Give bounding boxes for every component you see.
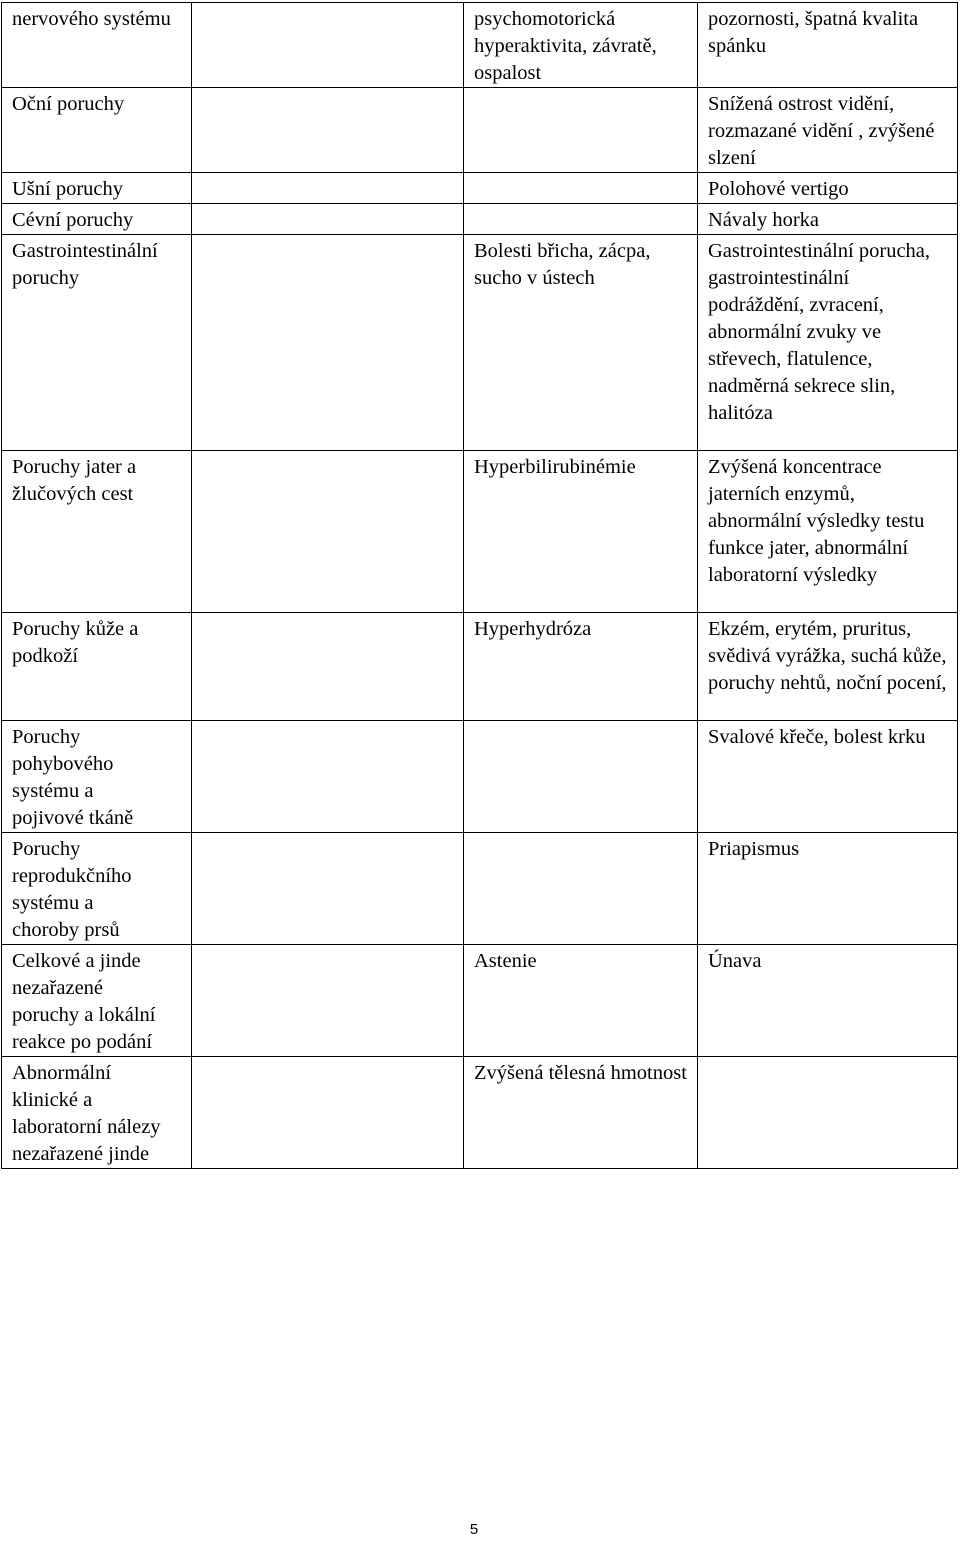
table-row <box>2 451 958 613</box>
organ-class-cell: Poruchy pohybového systému a pojivové tkáně <box>2 721 192 833</box>
page-number: 5 <box>469 1521 479 1538</box>
organ-class-cell: Poruchy kůže a podkoží <box>2 613 192 721</box>
adverse-reactions-table <box>1 2 958 1169</box>
frequent-reactions-cell <box>464 173 698 204</box>
other-reactions-cell: Gastrointestinální porucha, gastrointestinální podráždění, zvracení, abnormální zvuky ve střevech, flatulence, nadměrná sekrece slin, halitóza <box>698 235 958 451</box>
table-row <box>2 833 958 945</box>
table-row <box>2 3 958 88</box>
organ-class-cell: Poruchy jater a žlučových cest <box>2 451 192 613</box>
empty-frequency-cell <box>192 1057 464 1169</box>
frequent-reactions-cell: Hyperhydróza <box>464 613 698 721</box>
other-reactions-cell <box>698 1057 958 1169</box>
table-row <box>2 204 958 235</box>
empty-frequency-cell <box>192 833 464 945</box>
frequent-reactions-cell: Zvýšená tělesná hmotnost <box>464 1057 698 1169</box>
empty-frequency-cell <box>192 204 464 235</box>
table-row <box>2 721 958 833</box>
empty-frequency-cell <box>192 945 464 1057</box>
empty-frequency-cell <box>192 613 464 721</box>
other-reactions-cell: Polohové vertigo <box>698 173 958 204</box>
organ-class-cell: Ušní poruchy <box>2 173 192 204</box>
table-row <box>2 235 958 451</box>
other-reactions-cell: Priapismus <box>698 833 958 945</box>
organ-class-cell: nervového systému <box>2 3 192 88</box>
frequent-reactions-cell: Hyperbilirubinémie <box>464 451 698 613</box>
organ-class-cell: Gastrointestinální poruchy <box>2 235 192 451</box>
other-reactions-cell: Snížená ostrost vidění, rozmazané vidění , zvýšené slzení <box>698 88 958 173</box>
empty-frequency-cell <box>192 3 464 88</box>
frequent-reactions-cell: Astenie <box>464 945 698 1057</box>
empty-frequency-cell <box>192 173 464 204</box>
other-reactions-cell: Zvýšená koncentrace jaterních enzymů, abnormální výsledky testu funkce jater, abnormální laboratorní výsledky <box>698 451 958 613</box>
other-reactions-cell: Ekzém, erytém, pruritus, svědivá vyrážka, suchá kůže, poruchy nehtů, noční pocení, <box>698 613 958 721</box>
frequent-reactions-cell <box>464 833 698 945</box>
other-reactions-cell: pozornosti, špatná kvalita spánku <box>698 3 958 88</box>
organ-class-cell: Celkové a jinde nezařazené poruchy a lokální reakce po podání <box>2 945 192 1057</box>
table-row <box>2 173 958 204</box>
frequent-reactions-cell <box>464 88 698 173</box>
empty-frequency-cell <box>192 451 464 613</box>
organ-class-cell: Poruchy reprodukčního systému a choroby prsů <box>2 833 192 945</box>
empty-frequency-cell <box>192 88 464 173</box>
empty-frequency-cell <box>192 721 464 833</box>
frequent-reactions-cell: Bolesti břicha, zácpa, sucho v ústech <box>464 235 698 451</box>
frequent-reactions-cell <box>464 204 698 235</box>
table-row <box>2 613 958 721</box>
organ-class-cell: Abnormální klinické a laboratorní nálezy nezařazené jinde <box>2 1057 192 1169</box>
frequent-reactions-cell: psychomotorická hyperaktivita, závratě, ospalost <box>464 3 698 88</box>
empty-frequency-cell <box>192 235 464 451</box>
table-row <box>2 945 958 1057</box>
other-reactions-cell: Únava <box>698 945 958 1057</box>
organ-class-cell: Cévní poruchy <box>2 204 192 235</box>
other-reactions-cell: Návaly horka <box>698 204 958 235</box>
frequent-reactions-cell <box>464 721 698 833</box>
table-row <box>2 88 958 173</box>
other-reactions-cell: Svalové křeče, bolest krku <box>698 721 958 833</box>
table-row <box>2 1057 958 1169</box>
organ-class-cell: Oční poruchy <box>2 88 192 173</box>
